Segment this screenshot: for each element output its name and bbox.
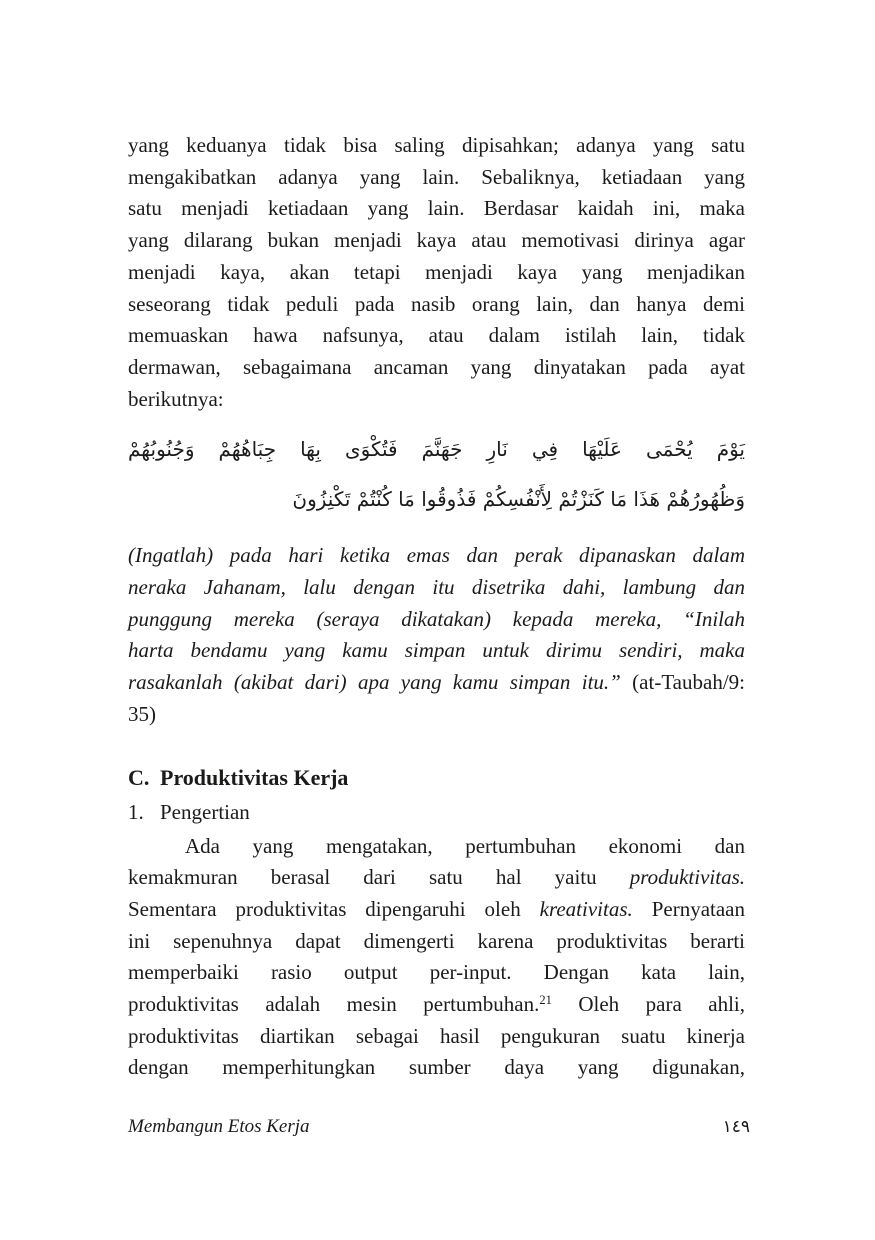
text-line [128, 926, 745, 958]
text-segment: yang keduanya tidak bisa saling dipisahkan; adanya yang satu [128, 133, 745, 157]
text-line [128, 1021, 745, 1053]
text-segment: seseorang tidak peduli pada nasib orang lain, dan hanya demi [128, 291, 745, 316]
text-segment: kreativitas. [539, 896, 633, 921]
text-segment: dengan memperhitungkan sumber daya yang digunakan, [128, 1055, 745, 1080]
page-number: ١٤٩ [722, 1117, 750, 1137]
section-letter: C. [128, 764, 150, 790]
text-line [128, 604, 745, 636]
text-line [128, 130, 745, 162]
text-segment: produktivitas adalah mesin pertumbuhan. [128, 992, 540, 1017]
text-segment: Oleh para ahli, [551, 992, 745, 1017]
text-segment: punggung mereka (seraya dikatakan) kepada mereka, “Inilah [128, 606, 745, 631]
text-segment: memuaskan hawa nafsunya, atau dalam istilah lain, tidak [128, 323, 745, 348]
text-segment: ini sepenuhnya dapat dimengerti karena produktivitas berarti [128, 928, 745, 953]
text-segment: Ada yang mengatakan, pertumbuhan ekonomi dan [185, 833, 745, 858]
text-segment: Pernyataan [632, 896, 745, 921]
text-line [128, 162, 745, 194]
text-line [128, 289, 745, 321]
text-segment: يَوْمَ يُحْمَى عَلَيْهَا فِي نَارِ جَهَنَّمَ فَتُكْوَى بِهَا جِبَاهُهُمْ وَجُنُوبُهُمْ [128, 437, 745, 462]
section-title: Produktivitas Kerja [160, 764, 349, 790]
text-line [128, 225, 745, 257]
section-heading [128, 762, 745, 794]
subsection-heading [128, 796, 745, 828]
text-line [128, 667, 745, 699]
text-line [128, 989, 745, 1021]
text-line [128, 957, 745, 989]
text-segment: (at-Taubah/9: [632, 670, 745, 695]
text-line [128, 831, 745, 863]
text-line [128, 862, 745, 894]
subsection-title: Pengertian [160, 799, 250, 824]
arabic-verse [128, 424, 745, 524]
text-segment: menjadi kaya, akan tetapi menjadi kaya yang menjadikan [128, 259, 745, 284]
verse-translation [128, 540, 745, 730]
text-segment: produktivitas diartikan sebagai hasil pengukuran suatu kinerja [128, 1023, 745, 1048]
page-body [128, 130, 745, 1084]
text-line [128, 474, 745, 524]
text-segment: produktivitas. [629, 865, 745, 890]
text-segment: rasakanlah (akibat dari) apa yang kamu simpan itu.” [128, 670, 633, 695]
text-line [128, 699, 745, 731]
text-line [128, 384, 745, 416]
text-segment: Sementara produktivitas dipengaruhi oleh [128, 896, 540, 921]
text-line [128, 1052, 745, 1084]
footnote-reference: 21 [539, 993, 552, 1008]
text-line [128, 320, 745, 352]
text-line [128, 635, 745, 667]
text-segment: neraka Jahanam, lalu dengan itu disetrika dahi, lambung dan [128, 575, 745, 600]
page-footer [128, 1116, 750, 1138]
subsection-number: 1. [128, 799, 144, 824]
text-line [128, 894, 745, 926]
text-segment: dermawan, sebagaimana ancaman yang dinyatakan pada ayat [128, 354, 745, 379]
text-line [128, 193, 745, 225]
text-line [128, 352, 745, 384]
body-paragraph-1 [128, 130, 745, 415]
text-segment: kemakmuran berasal dari satu hal yaitu [128, 865, 630, 890]
text-segment: berikutnya: [128, 386, 224, 411]
text-line [128, 257, 745, 289]
text-line [128, 540, 745, 572]
text-segment: memperbaiki rasio output per-input. Dengan kata lain, [128, 960, 745, 985]
text-segment: 35) [128, 701, 156, 726]
text-segment: وَظُهُورُهُمْ هَذَا مَا كَنَزْتُمْ لِأَنْفُسِكُمْ فَذُوقُوا مَا كُنْتُمْ تَكْنِزُونَ [292, 487, 745, 512]
text-segment: mengakibatkan adanya yang lain. Sebaliknya, ketiadaan yang [128, 164, 745, 189]
text-segment: harta bendamu yang kamu simpan untuk dirimu sendiri, maka [128, 638, 745, 663]
text-segment: satu menjadi ketiadaan yang lain. Berdasar kaidah ini, maka [128, 196, 745, 221]
text-line [128, 424, 745, 474]
text-line [128, 572, 745, 604]
body-paragraph-2 [128, 831, 745, 1085]
footer-book-title: Membangun Etos Kerja [128, 1116, 310, 1137]
text-segment: yang dilarang bukan menjadi kaya atau memotivasi dirinya agar [128, 228, 745, 253]
text-segment: (Ingatlah) pada hari ketika emas dan perak dipanaskan dalam [128, 543, 745, 568]
